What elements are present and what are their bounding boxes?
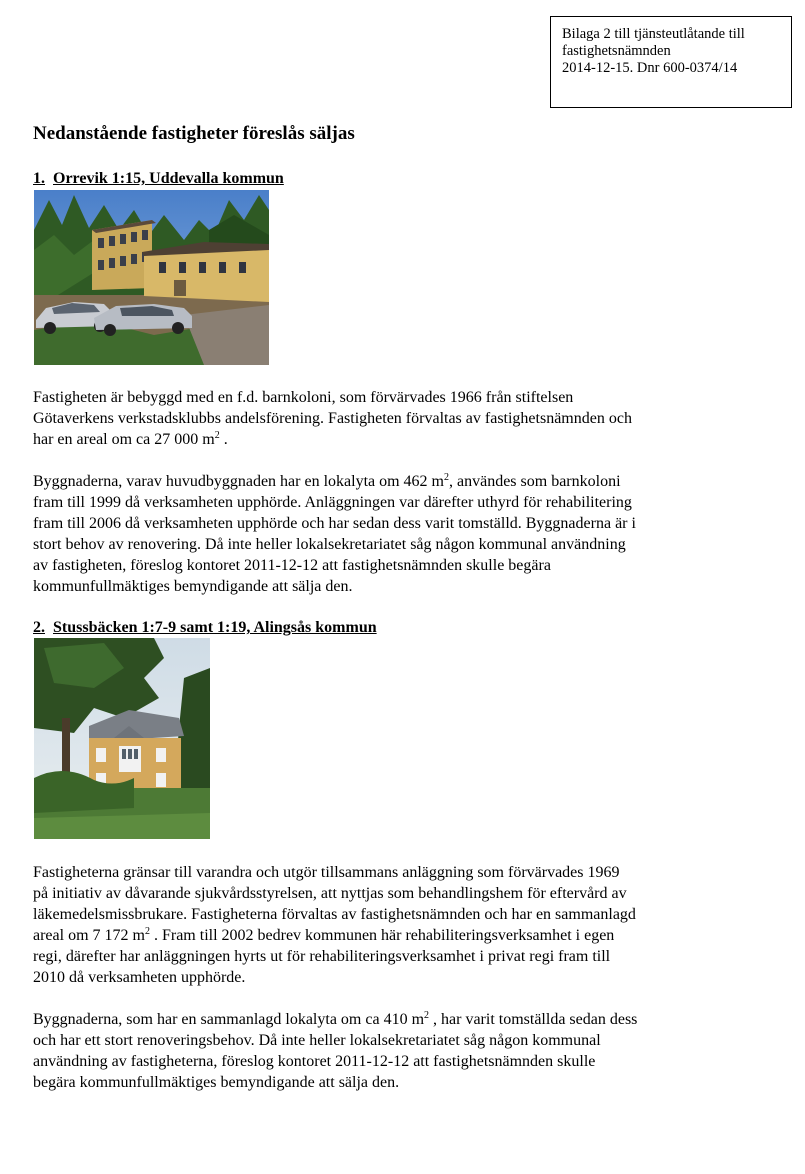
text-line-with-area xyxy=(33,925,753,946)
section-1-paragraph-2 xyxy=(33,471,753,597)
text-line-with-area xyxy=(33,429,753,450)
text-line: kommunfullmäktiges bemyndigande att sälja den. xyxy=(33,578,353,595)
section-1-paragraph-1 xyxy=(33,387,753,450)
text-fragment: areal om 7 172 m xyxy=(33,927,145,944)
text-fragment: Byggnaderna, varav huvudbyggnaden har en lokalyta om 462 m xyxy=(33,473,444,490)
orrevik-photo xyxy=(34,190,269,365)
section-2-heading xyxy=(33,619,377,637)
text-line: Fastigheterna gränsar till varandra och utgör tillsammans anläggning som förvärvades 1969 xyxy=(33,864,620,881)
text-line: Götaverkens verkstadsklubbs andelsförening. Fastigheten förvaltas av fastighetsnämnden och xyxy=(33,410,632,427)
text-line: begära kommunfullmäktiges bemyndigande att sälja den. xyxy=(33,1074,400,1091)
text-line: användning av fastigheterna, föreslog kontoret 2011-12-12 att fastighetsnämnden skulle xyxy=(33,1053,596,1070)
text-fragment: , användes som barnkoloni xyxy=(449,473,621,490)
superscript: 2 xyxy=(144,926,150,937)
text-line: 2010 då verksamheten upphörde. xyxy=(33,969,246,986)
reference-box xyxy=(550,16,792,108)
text-fragment: Byggnaderna, som har en sammanlagd lokalyta om ca 410 m xyxy=(33,1011,425,1028)
superscript: 2 xyxy=(214,430,220,441)
superscript: 2 xyxy=(444,472,449,483)
superscript: 2 xyxy=(424,1010,430,1021)
text-line: på initiativ av dåvarande sjukvårdsstyrelsen, att nyttjas som behandlingshem för eftervård av xyxy=(33,885,627,902)
text-line-with-area xyxy=(33,1009,753,1030)
text-fragment: . Fram till 2002 bedrev kommunen här rehabiliteringsverksamhet i egen xyxy=(149,927,615,944)
section-2-paragraph-1 xyxy=(33,862,753,988)
text-line: stort behov av renovering. Då inte heller lokalsekretariatet såg någon kommunal användning xyxy=(33,536,626,553)
section-1-heading xyxy=(33,170,284,188)
text-line: läkemedelsmissbrukare. Fastigheterna förvaltas av fastighetsnämnden och har en sammanlagd xyxy=(33,906,636,923)
text-fragment: . xyxy=(219,431,228,448)
text-line: och har ett stort renoveringsbehov. Då inte heller lokalsekretariatet såg någon kommunal xyxy=(33,1032,601,1049)
reference-line-1: Bilaga 2 till tjänsteutlåtande till xyxy=(562,26,745,42)
stussbacken-photo xyxy=(34,638,210,839)
text-line: Fastigheten är bebyggd med en f.d. barnkoloni, som förvärvades 1966 från stiftelsen xyxy=(33,389,574,406)
reference-line-3: 2014-12-15. Dnr 600-0374/14 xyxy=(562,60,738,76)
section-1-title: Orrevik 1:15, Uddevalla kommun xyxy=(53,170,284,187)
text-line-with-area xyxy=(33,471,753,492)
text-line: fram till 2006 då verksamheten upphörde och har sedan dess varit tomställd. Byggnaderna är i xyxy=(33,515,636,532)
text-line: regi, därefter har anläggningen hyrts ut för rehabiliteringsverksamhet i privat regi fram till xyxy=(33,948,611,965)
section-1-number: 1. xyxy=(33,170,45,187)
section-2-paragraph-2 xyxy=(33,1009,753,1093)
text-fragment: har en areal om ca 27 000 m xyxy=(33,431,215,448)
section-2-title: Stussbäcken 1:7-9 samt 1:19, Alingsås kommun xyxy=(53,619,377,636)
section-2-number: 2. xyxy=(33,619,45,636)
page-heading: Nedanstående fastigheter föreslås säljas xyxy=(33,123,355,144)
text-line: fram till 1999 då verksamheten upphörde. Anläggningen var därefter uthyrd för rehabilitering xyxy=(33,494,632,511)
text-line: av fastigheten, föreslog kontoret 2011-12-12 att fastighetsnämnden skulle begära xyxy=(33,557,551,574)
text-fragment: , har varit tomställda sedan dess xyxy=(429,1011,638,1028)
reference-line-2: fastighetsnämnden xyxy=(562,43,671,59)
